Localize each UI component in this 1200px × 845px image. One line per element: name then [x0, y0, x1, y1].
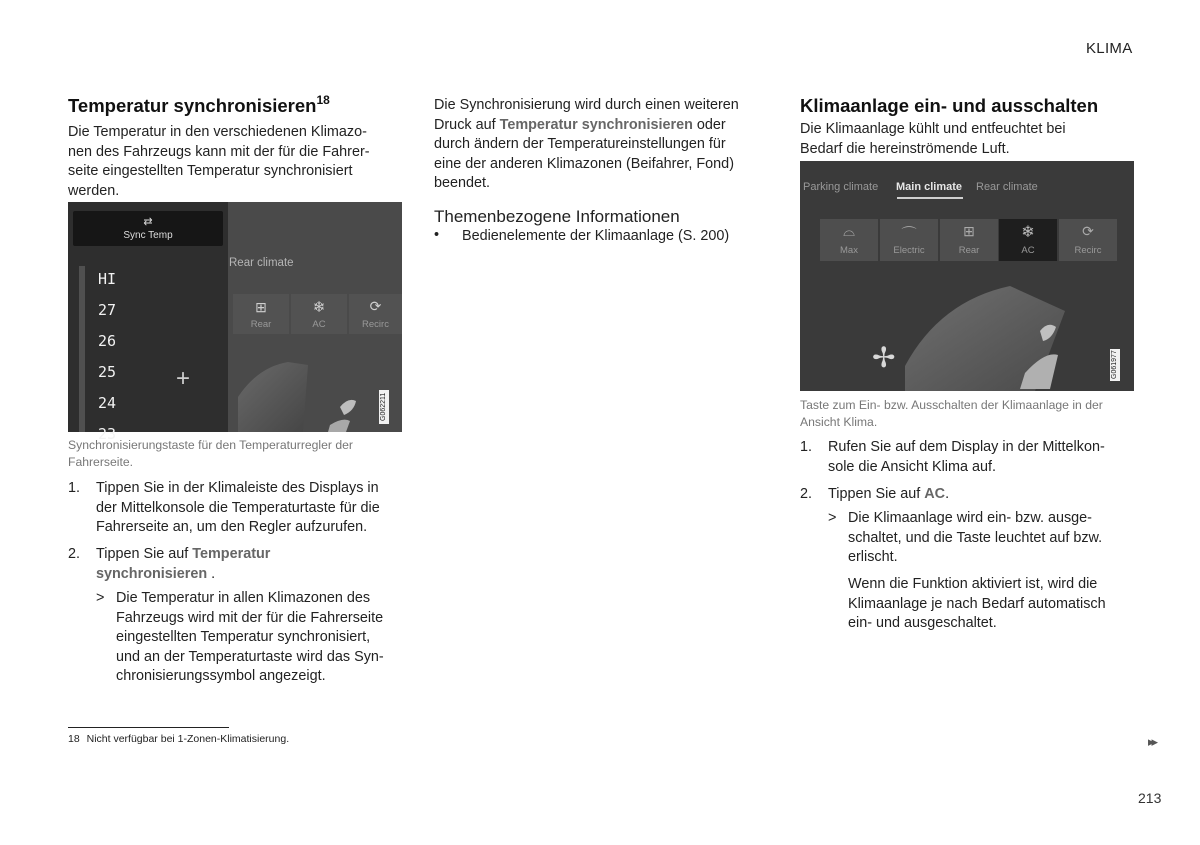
result-line: schaltet, und die Taste leuchtet auf bzw.: [848, 529, 1103, 546]
note-line: Klimaanlage je nach Bedarf automatisch: [848, 595, 1106, 612]
ui-term: Temperatur: [192, 546, 271, 562]
max-defrost-icon: ⌓: [843, 223, 855, 240]
snowflake-icon: ❄: [1021, 224, 1035, 241]
caption-line: Synchronisierungstaste für den Temperaturregler der: [68, 438, 353, 452]
ac-button[interactable]: [999, 219, 1057, 261]
sync-icon: ⇄: [143, 216, 153, 228]
result-line: erlischt.: [848, 549, 898, 566]
related-link[interactable]: [434, 227, 774, 247]
text-fragment: Druck auf: [434, 116, 496, 133]
temp-value[interactable]: 23: [98, 425, 117, 443]
button-label: Rear: [250, 319, 272, 330]
step-line: der Mittelkonsole die Temperaturtaste für die: [96, 499, 380, 516]
temp-scale-bar: [79, 266, 85, 432]
sync-temp-label: Sync Temp: [123, 230, 173, 241]
step-number: 1.: [800, 439, 813, 455]
snowflake-icon: ❄: [312, 299, 326, 316]
step-number: 1.: [68, 480, 81, 496]
section-header: KLIMA: [1086, 40, 1133, 57]
step-line: Fahrerseite an, um den Regler aufzurufen.: [96, 519, 368, 536]
caption-line: Taste zum Ein- bzw. Ausschalten der Klimaanlage in der: [800, 398, 1103, 412]
result-line: eingestellten Temperatur synchronisiert,: [116, 629, 371, 646]
rear-defrost-button[interactable]: [940, 219, 998, 261]
ac-result: [828, 509, 1138, 571]
related-info-list: [434, 227, 774, 247]
plus-icon[interactable]: +: [176, 365, 191, 392]
step-text: .: [211, 565, 216, 582]
ac-screenshot: [800, 161, 1134, 391]
ac-step-1: [800, 438, 1140, 480]
temp-list: [98, 264, 116, 450]
ac-intro: [800, 120, 1140, 159]
text-line: Die Temperatur in den verschiedenen Klimazo-: [68, 124, 367, 140]
rear-defrost-button[interactable]: [233, 294, 289, 334]
tab-main-climate[interactable]: Main climate: [896, 181, 963, 193]
text-line: durch ändern der Temperatureinstellungen für: [434, 136, 726, 153]
temp-value[interactable]: HI: [98, 270, 117, 288]
temp-value[interactable]: 27: [98, 301, 117, 319]
windscreen-heater-icon: ⌒: [901, 226, 917, 243]
sync-intro: [68, 123, 398, 201]
ac-note: [848, 575, 1148, 634]
continue-arrows-icon: ▸▸: [1148, 734, 1156, 749]
rear-defrost-icon: ⊞: [963, 223, 975, 239]
ui-term: synchronisieren: [96, 565, 208, 582]
step-number: 2.: [800, 486, 813, 502]
result-line: und an der Temperaturtaste wird das Syn-: [116, 648, 384, 665]
text-line: eine der anderen Klimazonen (Beifahrer, Fond): [434, 155, 734, 172]
step-text: Tippen Sie auf: [828, 486, 921, 502]
rear-defrost-icon: ⊞: [255, 299, 267, 315]
section-title-text: Temperatur synchronisieren: [68, 95, 317, 116]
button-label: Recirc: [362, 319, 389, 330]
sync-step-1: [68, 479, 408, 539]
footnote-rule: [68, 727, 229, 728]
sync-temp-screenshot: [68, 202, 402, 443]
result-line: chronisierungssymbol angezeigt.: [116, 668, 326, 685]
temp-value[interactable]: 25: [98, 363, 117, 381]
result-line: Die Klimaanlage wird ein- bzw. ausge-: [848, 510, 1092, 526]
step-text: .: [945, 486, 950, 502]
ac-step-2: [800, 485, 1140, 507]
ac-button[interactable]: [291, 294, 347, 334]
ui-term: AC: [924, 486, 946, 502]
recirc-button[interactable]: [349, 294, 402, 334]
footnote-text: Nicht verfügbar bei 1-Zonen-Klimatisierung.: [86, 733, 290, 745]
text-line: werden.: [68, 182, 120, 199]
bullet: •: [434, 227, 440, 243]
step-text: Tippen Sie auf: [96, 546, 189, 562]
step-line: Tippen Sie in der Klimaleiste des Displays in: [96, 480, 379, 496]
step-line: sole die Ansicht Klima auf.: [828, 458, 996, 475]
step-number: 2.: [68, 546, 81, 562]
text-line: Die Klimaanlage kühlt und entfeuchtet bei: [800, 121, 1066, 137]
text-line: nen des Fahrzeugs kann mit der für die Fahrer-: [68, 143, 370, 160]
button-label: Max: [840, 245, 858, 256]
temp-value[interactable]: 24: [98, 394, 117, 412]
result-line: Die Temperatur in allen Klimazonen des: [116, 590, 371, 606]
ui-term: Temperatur synchronisieren: [499, 116, 693, 133]
related-info-title: Themenbezogene Informationen: [434, 207, 680, 226]
sync-result: [96, 589, 406, 689]
max-defrost-button[interactable]: [820, 219, 878, 261]
ac-caption: [800, 397, 1140, 430]
result-marker: >: [96, 590, 105, 606]
sync-end-paragraph: [434, 96, 774, 194]
related-link-text[interactable]: Bedienelemente der Klimaanlage (S. 200): [462, 228, 730, 244]
text-line: beendet.: [434, 175, 491, 192]
electric-defrost-button[interactable]: [880, 219, 938, 261]
section-title-sync: [68, 95, 330, 117]
footnote-ref: 18: [316, 93, 330, 107]
result-line: Fahrzeugs wird mit der für die Fahrerseite: [116, 609, 384, 626]
button-label: Rear: [958, 245, 980, 256]
result-marker: >: [828, 510, 837, 526]
text-line: Bedarf die hereinströmende Luft.: [800, 140, 1010, 157]
text-line: seite eingestellten Temperatur synchronisiert: [68, 163, 353, 180]
note-line: ein- und ausgeschaltet.: [848, 615, 997, 632]
car-recirc-icon: ⟳: [369, 298, 382, 314]
step-line: Rufen Sie auf dem Display in der Mittelkon-: [828, 439, 1105, 455]
car-recirc-icon: ⟳: [1082, 223, 1094, 239]
tab-parking-climate[interactable]: Parking climate: [803, 181, 879, 193]
rear-climate-tab[interactable]: Rear climate: [229, 257, 294, 269]
button-label: Electric: [893, 245, 925, 256]
fan-icon[interactable]: ✢: [872, 342, 896, 373]
text-line: Die Synchronisierung wird durch einen weiteren: [434, 97, 739, 113]
tab-rear-climate[interactable]: Rear climate: [976, 181, 1038, 193]
page-number: 213: [1138, 790, 1162, 806]
active-tab-underline: [897, 197, 963, 199]
section-title-ac: Klimaanlage ein- und ausschalten: [800, 95, 1099, 116]
footnote-number: 18: [68, 733, 80, 745]
temp-value[interactable]: 26: [98, 332, 117, 350]
seat-graphic: [228, 337, 402, 432]
note-line: Wenn die Funktion aktiviert ist, wird die: [848, 576, 1098, 592]
sync-step-2: [68, 545, 408, 587]
footnote: [68, 733, 289, 745]
text-fragment: oder: [696, 116, 726, 133]
image-code: G062211: [379, 390, 389, 424]
image-code: G061977: [1111, 350, 1118, 380]
seat-graphic: [860, 271, 1134, 391]
button-label: Recirc: [1074, 245, 1102, 256]
caption-line: Fahrerseite.: [68, 454, 134, 469]
caption-line: Ansicht Klima.: [800, 414, 878, 429]
button-label: AC: [312, 319, 326, 330]
button-label: AC: [1021, 245, 1035, 256]
sync-temp-button[interactable]: [73, 211, 223, 246]
sync-caption: [68, 437, 398, 470]
recirc-button[interactable]: [1059, 219, 1117, 261]
